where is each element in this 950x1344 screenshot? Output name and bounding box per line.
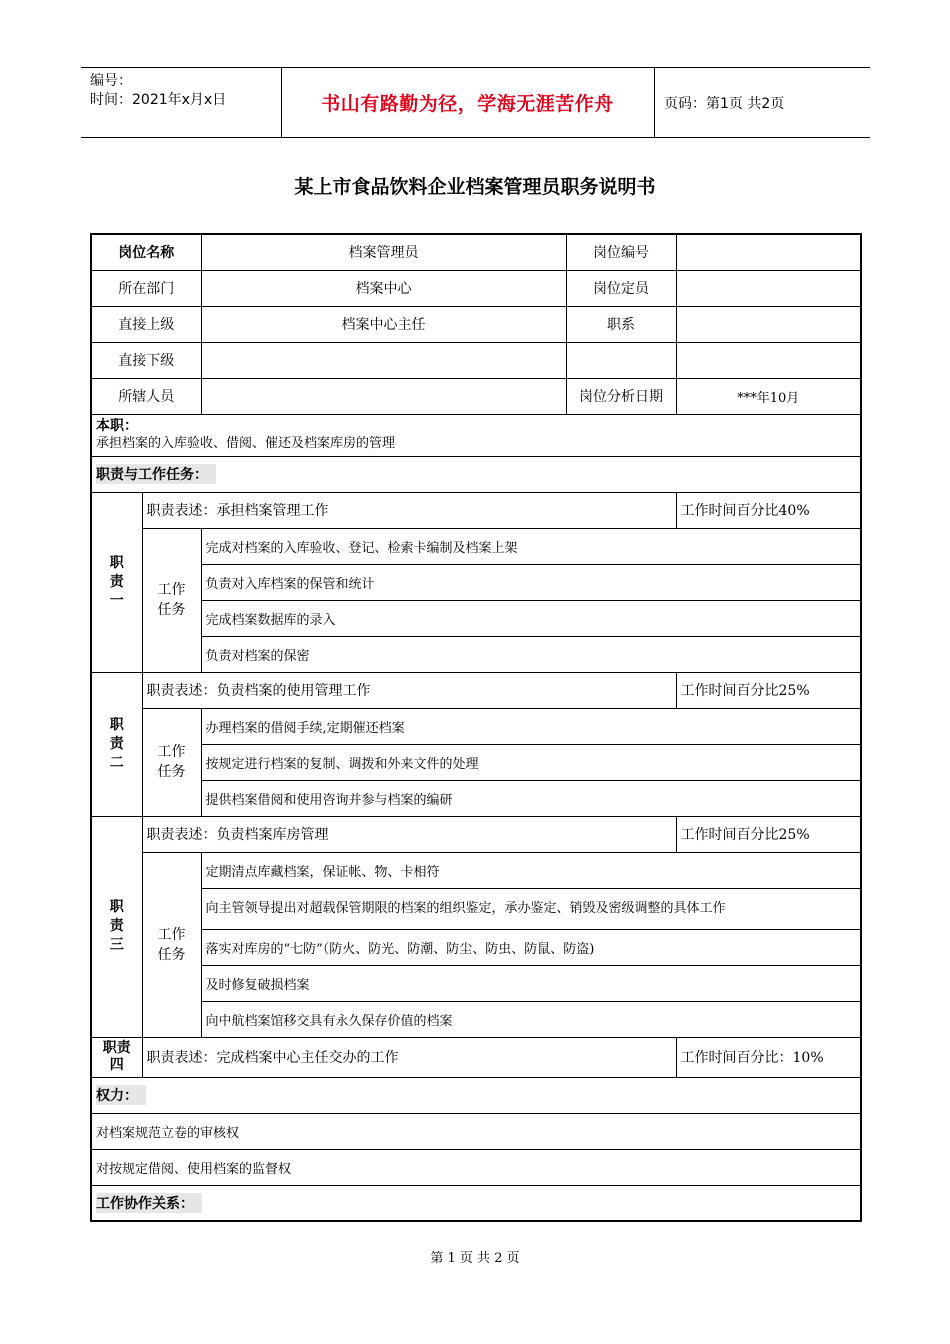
duty-2-task: 提供档案借阅和使用咨询并参与档案的编研 [201, 780, 861, 816]
authority-item: 对档案规范立卷的审核权 [91, 1113, 861, 1149]
duty-2-task: 按规定进行档案的复制、调拨和外来文件的处理 [201, 744, 861, 780]
duty-2-label: 职 责 二 [91, 672, 142, 816]
job-description-table [90, 233, 862, 1222]
duty-1-task: 完成对档案的入库验收、登记、检索卡编制及档案上架 [201, 528, 861, 564]
duty-1-label: 职 责 一 [91, 492, 142, 672]
duty-4-label: 职责 四 [91, 1037, 142, 1077]
quota-value [676, 270, 861, 306]
authority-header [91, 1077, 861, 1113]
duty-1-task: 完成档案数据库的录入 [201, 600, 861, 636]
subordinate-label: 直接下级 [91, 342, 201, 378]
duty-3-task: 向中航档案馆移交具有永久保存价值的档案 [201, 1001, 861, 1037]
duty-3-task-label: 工作 任务 [142, 852, 201, 1037]
authority-item: 对按规定借阅、使用档案的监督权 [91, 1149, 861, 1185]
duty-3-percentage: 工作时间百分比25% [676, 816, 861, 852]
superior-label: 直接上级 [91, 306, 201, 342]
duty-2-task: 办理档案的借阅手续,定期催还档案 [201, 708, 861, 744]
duty-3-task: 向主管领导提出对超载保管期限的档案的组织鉴定，承办鉴定、销毁及密级调整的具体工作 [201, 888, 861, 929]
duty-1-description: 职责表述：承担档案管理工作 [142, 492, 676, 528]
core-duty-label: 本职： [96, 417, 138, 434]
document-time: 时间：2021年x月x日 [90, 92, 227, 108]
page-footer: 第 1 页 共 2 页 [430, 1251, 520, 1266]
core-duty-text: 承担档案的入库验收、借阅、催还及档案库房的管理 [96, 435, 396, 451]
subordinate-value [201, 342, 566, 378]
duty-1-task: 负责对档案的保密 [201, 636, 861, 672]
analysis-date-label: 岗位分析日期 [566, 378, 676, 414]
empty-cell [676, 342, 861, 378]
header-motto: 书山有路勤为径，学海无涯苦作舟 [321, 93, 614, 115]
empty-cell [566, 342, 676, 378]
duty-3-task: 及时修复破损档案 [201, 965, 861, 1001]
position-no-value [676, 234, 861, 270]
duty-2-task-label: 工作 任务 [142, 708, 201, 816]
staff-label: 所辖人员 [91, 378, 201, 414]
cooperation-header [91, 1185, 861, 1221]
duty-2-percentage: 工作时间百分比25% [676, 672, 861, 708]
position-name-value: 档案管理员 [201, 234, 566, 270]
position-name-label: 岗位名称 [91, 234, 201, 270]
analysis-date-value: ***年10月 [676, 378, 861, 414]
superior-value: 档案中心主任 [201, 306, 566, 342]
header-meta [90, 72, 226, 110]
department-label: 所在部门 [91, 270, 201, 306]
duty-3-task: 定期清点库藏档案，保证帐、物、卡相符 [201, 852, 861, 888]
quota-label: 岗位定员 [566, 270, 676, 306]
duties-section-header [91, 456, 861, 492]
duties-section-label: 职责与工作任务： [96, 464, 216, 484]
duty-4-percentage: 工作时间百分比：10% [676, 1037, 861, 1077]
duty-1-task-label: 工作 任务 [142, 528, 201, 672]
duty-1-percentage: 工作时间百分比40% [676, 492, 861, 528]
duty-4-description: 职责表述：完成档案中心主任交办的工作 [142, 1037, 676, 1077]
department-value: 档案中心 [201, 270, 566, 306]
duty-2-description: 职责表述：负责档案的使用管理工作 [142, 672, 676, 708]
position-no-label: 岗位编号 [566, 234, 676, 270]
cooperation-label: 工作协作关系： [96, 1193, 202, 1213]
document-title: 某上市食品饮料企业档案管理员职务说明书 [294, 176, 656, 198]
header-page-number: 页码：第1页 共2页 [664, 95, 785, 112]
header-divider [654, 68, 655, 137]
staff-value [201, 378, 566, 414]
duty-3-label: 职 责 三 [91, 816, 142, 1037]
duty-3-task: 落实对库房的“七防”（防火、防光、防潮、防尘、防虫、防鼠、防盗) [201, 929, 861, 965]
page-header [81, 67, 870, 138]
authority-label: 权力： [96, 1085, 146, 1105]
duty-3-description: 职责表述：负责档案库房管理 [142, 816, 676, 852]
duty-1-task: 负责对入库档案的保管和统计 [201, 564, 861, 600]
document-number: 编号： [90, 73, 132, 89]
core-duty-cell [91, 414, 861, 456]
job-family-label: 职系 [566, 306, 676, 342]
job-family-value [676, 306, 861, 342]
